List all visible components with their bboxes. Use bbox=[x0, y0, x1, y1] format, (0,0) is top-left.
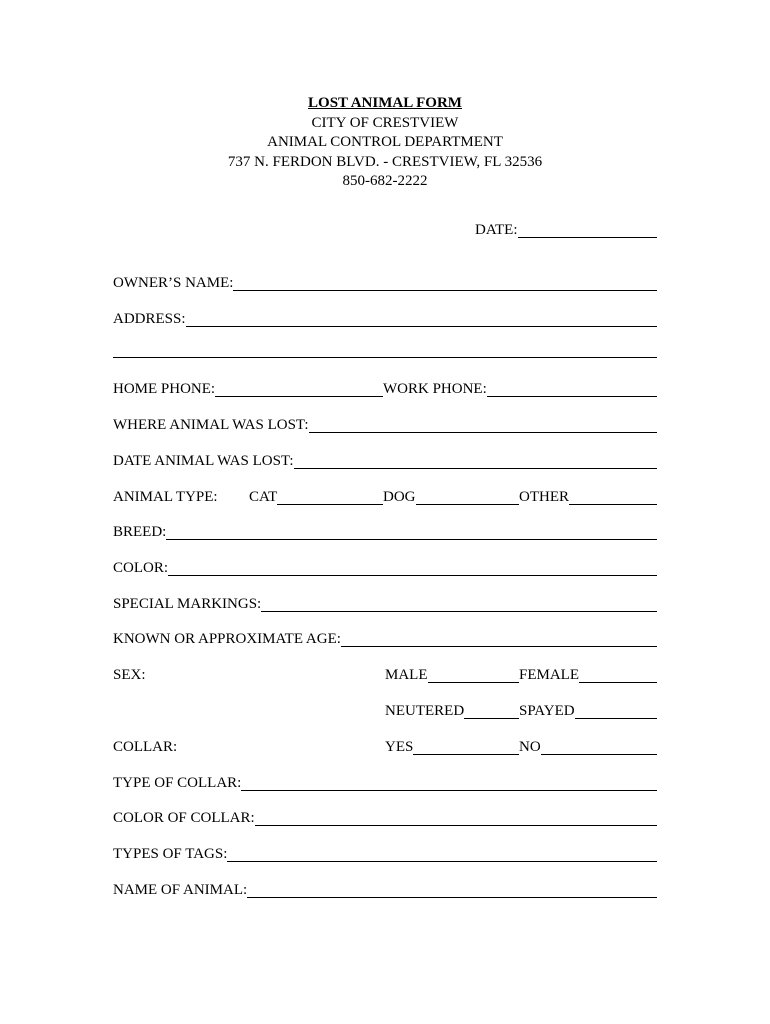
owners-name-row bbox=[113, 271, 657, 291]
types-of-tags-field[interactable] bbox=[227, 847, 657, 862]
sex-label-group bbox=[113, 667, 146, 683]
dog-label: DOG bbox=[383, 489, 416, 505]
name-of-animal-field[interactable] bbox=[247, 883, 657, 898]
other-group bbox=[519, 489, 657, 505]
spayed-field[interactable] bbox=[575, 704, 657, 719]
breed-label: BREED: bbox=[113, 524, 167, 540]
work-phone-group bbox=[383, 381, 657, 397]
types-of-tags-label: TYPES OF TAGS: bbox=[113, 846, 228, 862]
collar-label: COLLAR: bbox=[113, 739, 178, 755]
collar-no-label: NO bbox=[519, 739, 541, 755]
other-label: OTHER bbox=[519, 489, 569, 505]
breed-row bbox=[113, 520, 657, 540]
collar-row bbox=[113, 735, 657, 755]
date-label: DATE: bbox=[475, 222, 518, 238]
sex-label: SEX: bbox=[113, 667, 146, 683]
address-line-2-field[interactable] bbox=[113, 357, 657, 358]
spayed-group bbox=[519, 703, 657, 719]
address-row bbox=[113, 307, 657, 327]
form-header bbox=[0, 94, 770, 192]
male-field[interactable] bbox=[428, 668, 520, 683]
department-phone: 850-682-2222 bbox=[342, 173, 428, 189]
where-lost-label: WHERE ANIMAL WAS LOST: bbox=[113, 417, 309, 433]
dog-group bbox=[383, 489, 519, 505]
collar-label-group bbox=[113, 739, 177, 755]
color-label: COLOR: bbox=[113, 560, 169, 576]
dog-field[interactable] bbox=[416, 490, 520, 505]
female-group bbox=[519, 667, 657, 683]
form-title: LOST ANIMAL FORM bbox=[308, 95, 462, 111]
phone-row bbox=[113, 377, 657, 397]
female-label: FEMALE bbox=[519, 667, 579, 683]
type-of-collar-row bbox=[113, 771, 657, 791]
male-label: MALE bbox=[385, 667, 428, 683]
owners-name-label: OWNER’S NAME: bbox=[113, 275, 234, 291]
address-field[interactable] bbox=[186, 312, 657, 327]
date-lost-row bbox=[113, 449, 657, 469]
department-address: 737 N. FERDON BLVD. - CRESTVIEW, FL 32536 bbox=[227, 153, 543, 170]
home-phone-group bbox=[113, 381, 383, 397]
cat-label: CAT bbox=[249, 489, 278, 505]
other-field[interactable] bbox=[569, 490, 657, 505]
date-row bbox=[475, 218, 657, 238]
neutered-group bbox=[385, 703, 519, 719]
address-label: ADDRESS: bbox=[113, 311, 186, 327]
where-lost-row bbox=[113, 413, 657, 433]
animal-type-label-group bbox=[113, 489, 218, 505]
collar-yes-label: YES bbox=[385, 739, 414, 755]
home-phone-label: HOME PHONE: bbox=[113, 381, 216, 397]
collar-yes-group bbox=[385, 739, 519, 755]
neutered-field[interactable] bbox=[464, 704, 519, 719]
breed-field[interactable] bbox=[166, 525, 657, 540]
collar-no-group bbox=[519, 739, 657, 755]
male-group bbox=[385, 667, 519, 683]
age-label: KNOWN OR APPROXIMATE AGE: bbox=[113, 631, 341, 647]
age-row bbox=[113, 627, 657, 647]
special-markings-field[interactable] bbox=[261, 597, 657, 612]
special-markings-row bbox=[113, 592, 657, 612]
color-of-collar-label: COLOR OF COLLAR: bbox=[113, 810, 255, 826]
work-phone-field[interactable] bbox=[487, 382, 657, 397]
animal-type-label: ANIMAL TYPE: bbox=[113, 489, 218, 505]
cat-field[interactable] bbox=[277, 490, 383, 505]
age-field[interactable] bbox=[341, 632, 657, 647]
type-of-collar-field[interactable] bbox=[241, 776, 657, 791]
collar-no-field[interactable] bbox=[541, 740, 657, 755]
color-of-collar-row bbox=[113, 806, 657, 826]
neutered-spayed-row bbox=[113, 699, 657, 719]
female-field[interactable] bbox=[579, 668, 657, 683]
color-of-collar-field[interactable] bbox=[255, 811, 657, 826]
special-markings-label: SPECIAL MARKINGS: bbox=[113, 596, 262, 612]
name-of-animal-row bbox=[113, 878, 657, 898]
work-phone-label: WORK PHONE: bbox=[383, 381, 487, 397]
department-name: ANIMAL CONTROL DEPARTMENT bbox=[267, 134, 503, 150]
city-name: CITY OF CRESTVIEW bbox=[311, 114, 459, 131]
sex-row bbox=[113, 663, 657, 683]
date-field[interactable] bbox=[518, 223, 658, 238]
type-of-collar-label: TYPE OF COLLAR: bbox=[113, 775, 242, 791]
owners-name-field[interactable] bbox=[233, 276, 657, 291]
date-lost-label: DATE ANIMAL WAS LOST: bbox=[113, 453, 294, 469]
collar-yes-field[interactable] bbox=[413, 740, 519, 755]
date-lost-field[interactable] bbox=[294, 454, 657, 469]
where-lost-field[interactable] bbox=[309, 418, 658, 433]
cat-group bbox=[249, 489, 383, 505]
spayed-label: SPAYED bbox=[519, 703, 575, 719]
home-phone-field[interactable] bbox=[215, 382, 383, 397]
color-row bbox=[113, 556, 657, 576]
color-field[interactable] bbox=[168, 561, 657, 576]
animal-type-row bbox=[113, 485, 657, 505]
name-of-animal-label: NAME OF ANIMAL: bbox=[113, 882, 248, 898]
types-of-tags-row bbox=[113, 842, 657, 862]
neutered-label: NEUTERED bbox=[385, 703, 465, 719]
